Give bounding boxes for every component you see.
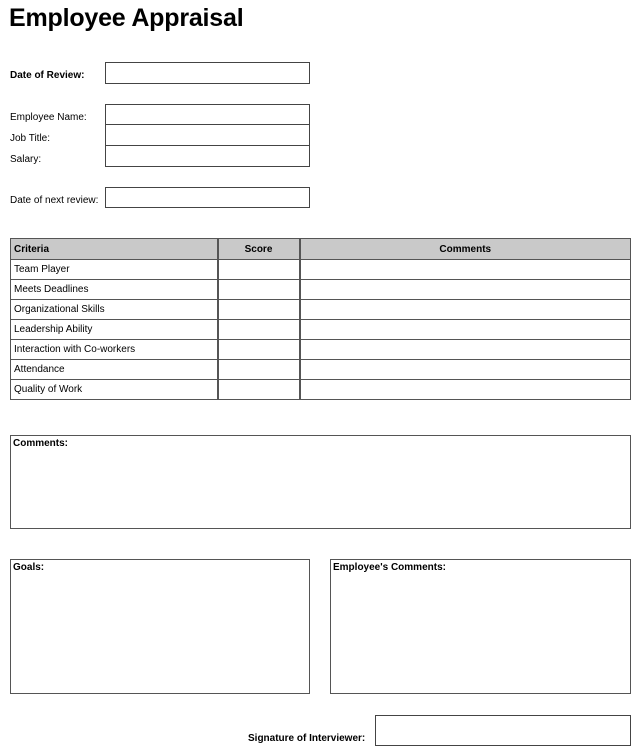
score-cell[interactable] — [218, 280, 300, 300]
salary-field[interactable] — [105, 145, 310, 167]
criteria-header: Criteria — [11, 239, 218, 260]
date-of-review-field[interactable] — [105, 62, 310, 84]
salary-label: Salary: — [10, 154, 42, 165]
score-cell[interactable] — [218, 260, 300, 280]
criteria-cell: Meets Deadlines — [11, 280, 218, 300]
date-of-next-review-field[interactable] — [105, 187, 310, 208]
employee-name-field[interactable] — [105, 104, 310, 125]
comments-cell[interactable] — [300, 340, 631, 360]
score-header: Score — [218, 239, 300, 260]
criteria-table-header-row — [11, 239, 631, 260]
score-cell[interactable] — [218, 380, 300, 400]
table-row — [11, 340, 631, 360]
job-title-label: Job Title: — [10, 133, 51, 144]
table-row — [11, 300, 631, 320]
score-cell[interactable] — [218, 320, 300, 340]
criteria-table — [10, 238, 631, 400]
comments-cell[interactable] — [300, 280, 631, 300]
score-cell[interactable] — [218, 300, 300, 320]
comments-cell[interactable] — [300, 380, 631, 400]
table-row — [11, 320, 631, 340]
table-row — [11, 380, 631, 400]
goals-label: Goals: — [13, 562, 45, 573]
criteria-cell: Quality of Work — [11, 380, 218, 400]
score-cell[interactable] — [218, 360, 300, 380]
date-of-next-review-label: Date of next review: — [10, 195, 99, 206]
comments-cell[interactable] — [300, 320, 631, 340]
comments-header: Comments — [300, 239, 631, 260]
signature-label: Signature of Interviewer: — [248, 733, 366, 744]
criteria-cell: Interaction with Co-workers — [11, 340, 218, 360]
criteria-cell: Attendance — [11, 360, 218, 380]
score-cell[interactable] — [218, 340, 300, 360]
criteria-cell: Organizational Skills — [11, 300, 218, 320]
table-row — [11, 280, 631, 300]
table-row — [11, 360, 631, 380]
signature-field[interactable] — [375, 715, 631, 746]
criteria-cell: Leadership Ability — [11, 320, 218, 340]
comments-cell[interactable] — [300, 300, 631, 320]
employee-comments-box[interactable] — [330, 559, 631, 694]
comments-label: Comments: — [13, 438, 69, 449]
job-title-field[interactable] — [105, 124, 310, 146]
comments-box[interactable] — [10, 435, 631, 529]
comments-cell[interactable] — [300, 260, 631, 280]
employee-name-label: Employee Name: — [10, 112, 87, 123]
goals-box[interactable] — [10, 559, 310, 694]
page-title: Employee Appraisal — [9, 4, 244, 32]
criteria-cell: Team Player — [11, 260, 218, 280]
date-of-review-label: Date of Review: — [10, 70, 85, 81]
employee-comments-label: Employee's Comments: — [333, 562, 446, 573]
table-row — [11, 260, 631, 280]
comments-cell[interactable] — [300, 360, 631, 380]
